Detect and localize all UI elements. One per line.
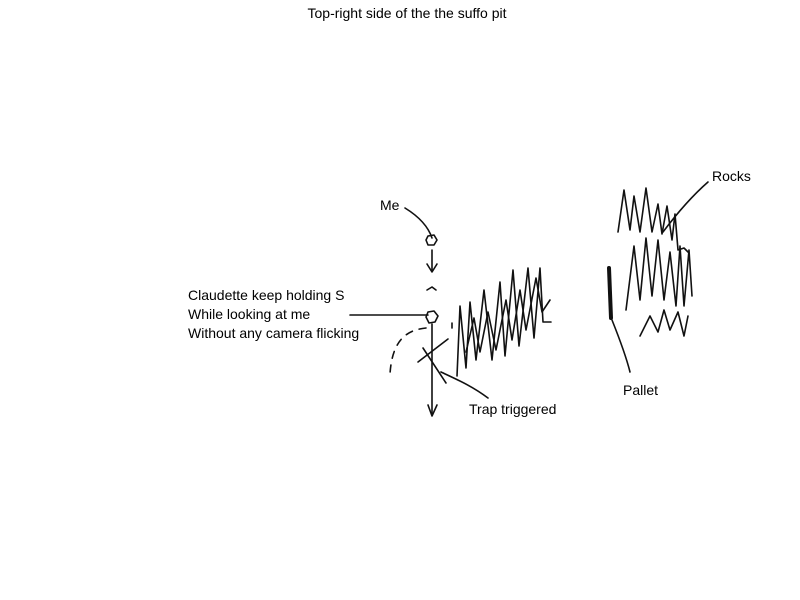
dashed-path xyxy=(390,328,426,374)
me-label: Me xyxy=(380,197,400,213)
claudette-note xyxy=(188,286,359,343)
claudette-note-line-1: Claudette keep holding S xyxy=(188,287,345,303)
trap-x-stroke-1 xyxy=(418,339,448,362)
claudette-note-line-2: While looking at me xyxy=(188,306,311,322)
rocks-pointer-line xyxy=(663,182,708,232)
rocks-scribble xyxy=(618,188,688,252)
rocks-scribble-3 xyxy=(640,310,688,336)
claudette-marker xyxy=(426,311,438,323)
pallet-label: Pallet xyxy=(623,382,659,398)
trap-x-stroke-2 xyxy=(423,348,446,383)
trap-pointer-line xyxy=(441,372,488,398)
diagram-title: Top-right side of the the suffo pit xyxy=(307,5,507,21)
me-pointer-line xyxy=(405,208,432,238)
pallet-pointer-line xyxy=(612,320,630,372)
gap-mark xyxy=(427,287,436,290)
pallet xyxy=(609,268,611,318)
terrain-scribble-2 xyxy=(466,278,550,352)
claudette-note-line-3: Without any camera flicking xyxy=(188,325,360,341)
trap-label: Trap triggered xyxy=(469,401,557,417)
rocks-label: Rocks xyxy=(712,168,751,184)
